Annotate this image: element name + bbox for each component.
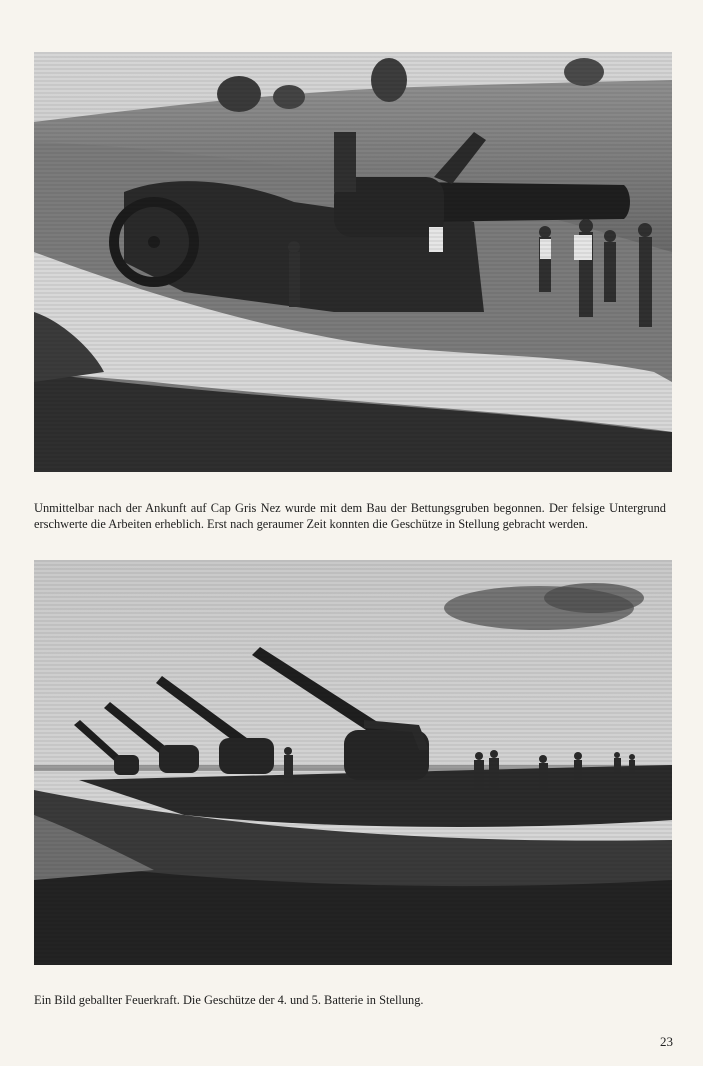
photo-gun-emplacement [34, 52, 672, 472]
photo-caption-battery: Ein Bild geballter Feuerkraft. Die Geschütze der 4. und 5. Batterie in Stellung. [34, 993, 424, 1008]
photo-caption-emplacement: Unmittelbar nach der Ankunft auf Cap Gris Nez wurde mit dem Bau der Bettungsgruben begonnen. Der felsige Untergrund erschwerte die Arbeiten erheblich. Erst nach geraumer Zeit konnten die Geschütze in Stellung gebracht werden. [34, 501, 666, 532]
page-number: 23 [660, 1034, 673, 1049]
photo-gun-battery [34, 560, 672, 965]
